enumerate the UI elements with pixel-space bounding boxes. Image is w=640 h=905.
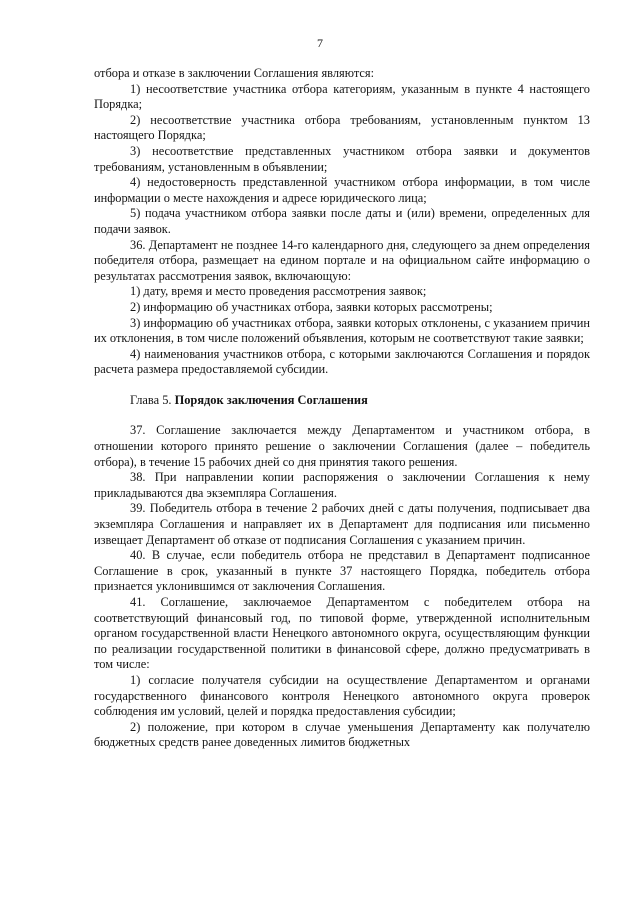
list-item: 1) несоответствие участника отбора категориям, указанным в пункте 4 настоящего Порядка; xyxy=(94,81,590,112)
document-body xyxy=(94,66,590,751)
list-item: 3) несоответствие представленных участником отбора заявки и документов требованиям, установленным в объявлении; xyxy=(94,143,590,174)
paragraph: 41. Соглашение, заключаемое Департаментом с победителем отбора на соответствующий финансовый год, по типовой форме, утвержденной исполнительным органом государственной власти Ненецкого автономного округа, осуществляющим функции по реализации государственной политики в финансовой сфере, должно предусматривать в том числе: xyxy=(94,595,590,672)
paragraph: 39. Победитель отбора в течение 2 рабочих дней с даты получения, подписывает два экземпляра Соглашения и направляет их в Департамент для подписания или письменно извещает Департамент об отказе от подписания Соглашения с указанием причин. xyxy=(94,501,590,547)
list-item: 1) дату, время и место проведения рассмотрения заявок; xyxy=(130,284,427,299)
paragraph: 40. В случае, если победитель отбора не представил в Департамент подписанное Соглашение в срок, указанный в пункте 37 настоящего Порядка, победитель отбора признается уклонившимся от заключения Соглашения. xyxy=(94,548,590,594)
paragraph: 38. При направлении копии распоряжения о заключении Соглашения к нему прикладываются два экземпляра Соглашения. xyxy=(94,470,590,500)
list-item: 2) положение, при котором в случае уменьшения Департаменту как получателю бюджетных средств ранее доведенных лимитов бюджетных xyxy=(94,719,590,750)
list-item: 5) подача участником отбора заявки после даты и (или) времени, определенных для подачи заявок. xyxy=(94,206,590,236)
list-item: 2) несоответствие участника отбора требованиям, установленным пунктом 13 настоящего Порядка; xyxy=(94,112,590,143)
chapter-title: Порядок заключения Соглашения xyxy=(174,392,368,407)
paragraph: 37. Соглашение заключается между Департаментом и участником отбора, в отношении которого принято решение о заключении Соглашения (далее – победитель отбора), в течение 15 рабочих дней со дня принятия такого решения. xyxy=(94,423,590,469)
chapter-prefix: Глава 5. xyxy=(130,392,175,407)
paragraph: 36. Департамент не позднее 14-го календарного дня, следующего за днем определения победителя отбора, размещает на едином портале и на официальном сайте информацию о результатах рассмотрения заявок, включающую: xyxy=(94,237,590,283)
page-number: 7 xyxy=(317,36,323,50)
list-item: 4) наименования участников отбора, с которыми заключаются Соглашения и порядок расчета размера предоставляемой субсидии. xyxy=(94,346,590,377)
list-item: 2) информацию об участниках отбора, заявки которых рассмотрены; xyxy=(130,299,493,314)
list-item: 1) согласие получателя субсидии на осуществление Департаментом и органами государственного финансового контроля Ненецкого автономного округа проверок соблюдения им условий, целей и порядка предоставления субсидии; xyxy=(94,672,590,719)
paragraph: отбора и отказе в заключении Соглашения являются: xyxy=(94,66,375,80)
list-item: 4) недостоверность представленной участником отбора информации, в том числе информации о месте нахождения и адресе юридического лица; xyxy=(94,175,590,205)
list-item: 3) информацию об участниках отбора, заявки которых отклонены, с указанием причин их отклонения, в том числе положений объявления, которым не соответствуют такие заявки; xyxy=(94,315,590,346)
chapter-heading xyxy=(94,393,590,409)
